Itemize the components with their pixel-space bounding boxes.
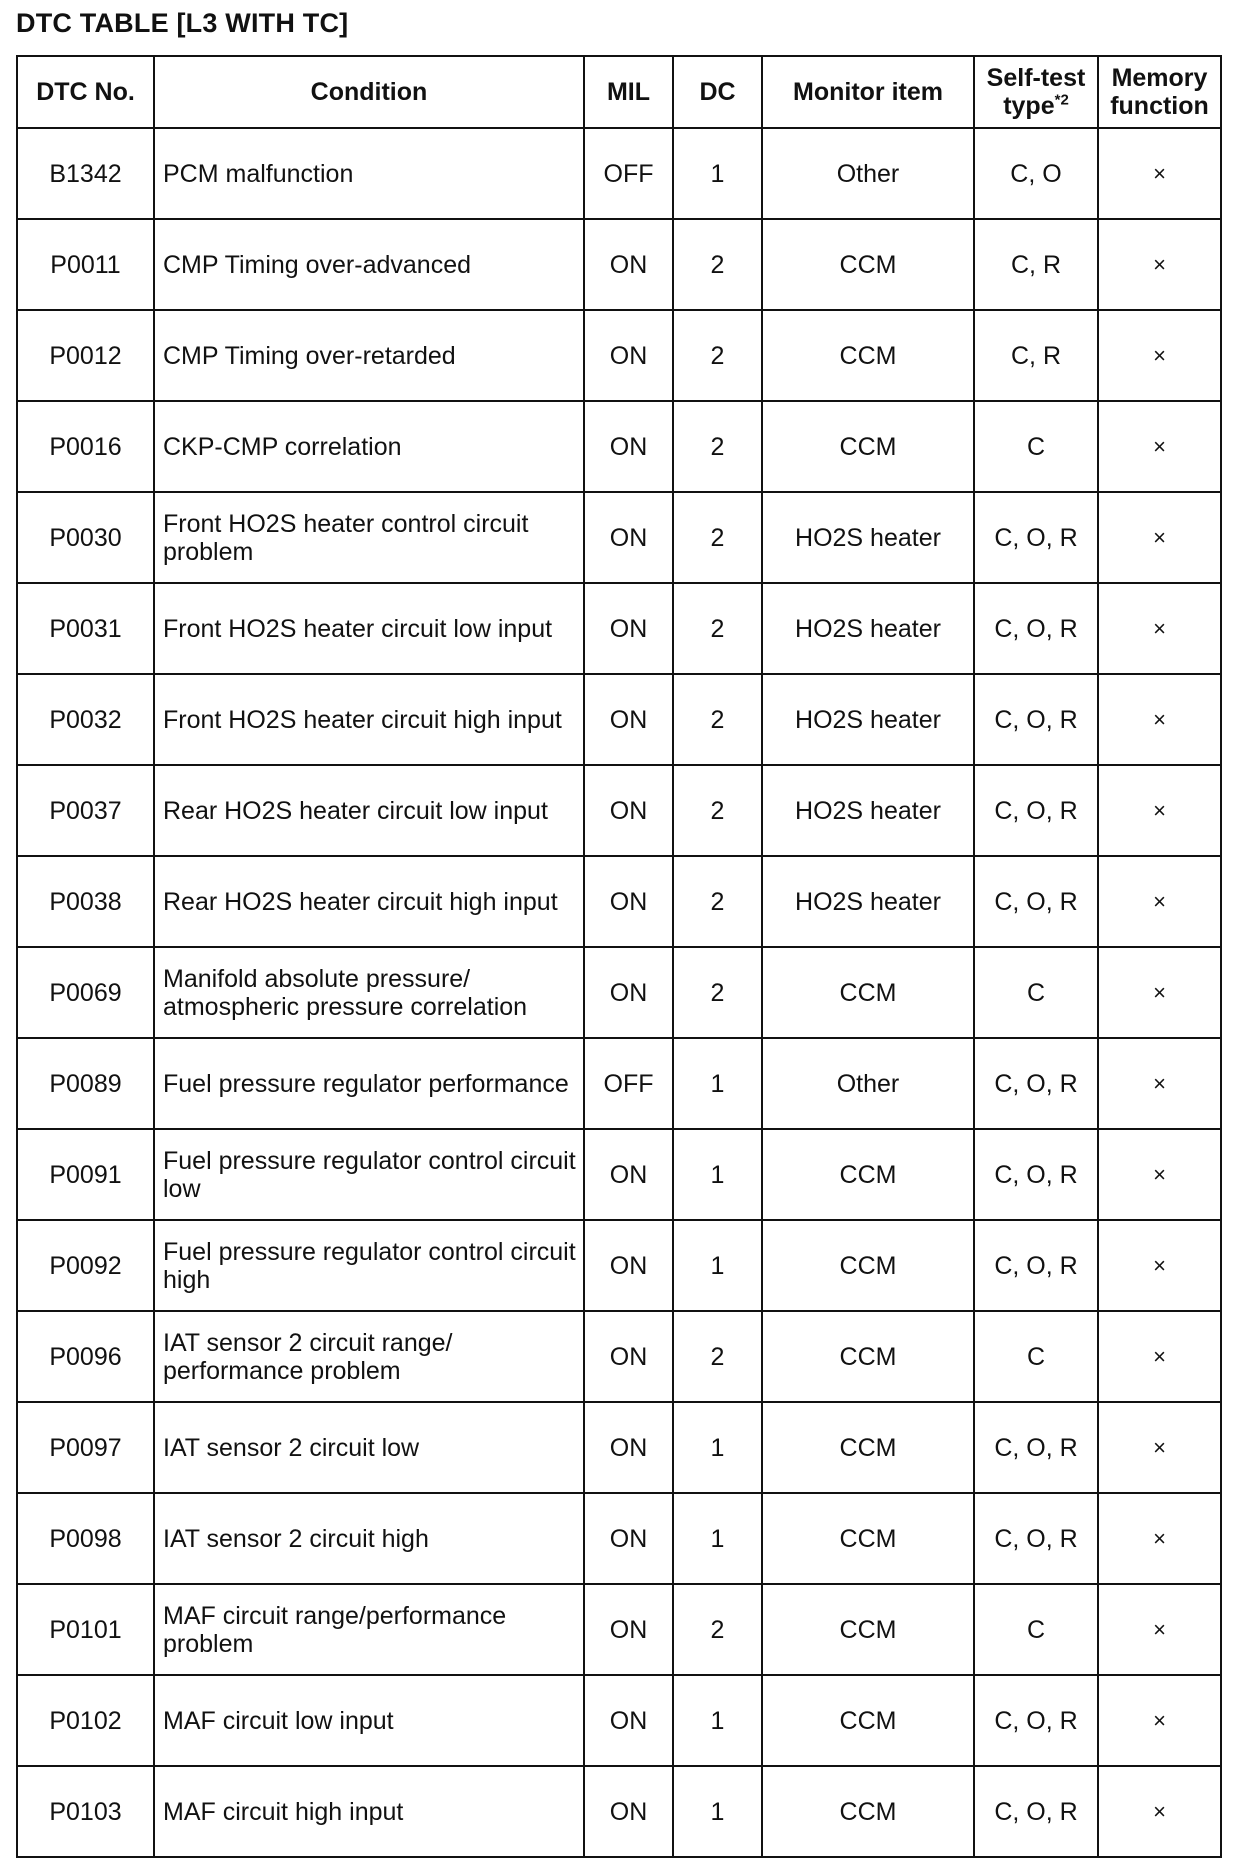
memory-mark: ×: [1153, 1162, 1166, 1187]
cell-self-test-type: C: [974, 1311, 1098, 1402]
cell-mil: ON: [584, 1220, 673, 1311]
cell-self-test-type: C, O: [974, 128, 1098, 219]
cell-memory-function: [1098, 1311, 1221, 1402]
cell-dc: 2: [673, 492, 762, 583]
table-row: [17, 128, 1221, 219]
cell-self-test-type: C: [974, 947, 1098, 1038]
cell-condition: Fuel pressure regulator control circuit low: [154, 1129, 584, 1220]
memory-mark: ×: [1153, 1526, 1166, 1551]
cell-dtc-no: P0098: [17, 1493, 154, 1584]
memory-mark: ×: [1153, 434, 1166, 459]
cell-monitor-item: CCM: [762, 1402, 974, 1493]
cell-monitor-item: CCM: [762, 219, 974, 310]
cell-condition: Front HO2S heater control circuit problem: [154, 492, 584, 583]
cell-dc: 1: [673, 1220, 762, 1311]
cell-memory-function: [1098, 583, 1221, 674]
table-row: [17, 1493, 1221, 1584]
cell-dtc-no: P0037: [17, 765, 154, 856]
cell-condition: Fuel pressure regulator performance: [154, 1038, 584, 1129]
cell-condition: MAF circuit low input: [154, 1675, 584, 1766]
cell-condition: Front HO2S heater circuit low input: [154, 583, 584, 674]
cell-monitor-item: CCM: [762, 1766, 974, 1857]
cell-memory-function: [1098, 310, 1221, 401]
cell-dtc-no: P0038: [17, 856, 154, 947]
cell-self-test-type: C, O, R: [974, 674, 1098, 765]
cell-condition: Fuel pressure regulator control circuit high: [154, 1220, 584, 1311]
cell-monitor-item: HO2S heater: [762, 492, 974, 583]
table-row: [17, 401, 1221, 492]
cell-condition: IAT sensor 2 circuit low: [154, 1402, 584, 1493]
cell-self-test-type: C, O, R: [974, 856, 1098, 947]
cell-condition: Manifold absolute pressure/ atmospheric pressure correlation: [154, 947, 584, 1038]
memory-mark: ×: [1153, 1435, 1166, 1460]
cell-memory-function: [1098, 1766, 1221, 1857]
memory-mark: ×: [1153, 343, 1166, 368]
cell-dtc-no: P0069: [17, 947, 154, 1038]
cell-condition: CMP Timing over-advanced: [154, 219, 584, 310]
header-self-test-label: Self-test type: [986, 64, 1086, 120]
cell-dc: 2: [673, 401, 762, 492]
table-row: [17, 583, 1221, 674]
header-memory-line1: Memory: [1111, 64, 1208, 92]
cell-memory-function: [1098, 1584, 1221, 1675]
cell-dc: 2: [673, 219, 762, 310]
cell-memory-function: [1098, 219, 1221, 310]
cell-dtc-no: P0030: [17, 492, 154, 583]
cell-dc: 2: [673, 856, 762, 947]
memory-mark: ×: [1153, 161, 1166, 186]
memory-mark: ×: [1153, 525, 1166, 550]
cell-self-test-type: C, O, R: [974, 1493, 1098, 1584]
memory-mark: ×: [1153, 1708, 1166, 1733]
memory-mark: ×: [1153, 1799, 1166, 1824]
table-row: [17, 310, 1221, 401]
cell-dc: 1: [673, 1038, 762, 1129]
header-dtc-no: DTC No.: [17, 56, 154, 128]
cell-dc: 1: [673, 1402, 762, 1493]
table-row: [17, 1766, 1221, 1857]
cell-dc: 2: [673, 765, 762, 856]
cell-self-test-type: C, O, R: [974, 1675, 1098, 1766]
cell-mil: ON: [584, 219, 673, 310]
table-row: [17, 1402, 1221, 1493]
cell-monitor-item: CCM: [762, 1220, 974, 1311]
dtc-table: [16, 55, 1222, 1858]
cell-dtc-no: P0092: [17, 1220, 154, 1311]
cell-condition: MAF circuit range/performance problem: [154, 1584, 584, 1675]
cell-dc: 1: [673, 1675, 762, 1766]
header-dc: DC: [673, 56, 762, 128]
cell-mil: ON: [584, 674, 673, 765]
cell-mil: ON: [584, 492, 673, 583]
cell-dtc-no: P0031: [17, 583, 154, 674]
cell-mil: ON: [584, 1493, 673, 1584]
page-title: DTC TABLE [L3 WITH TC]: [16, 8, 349, 38]
cell-dc: 2: [673, 674, 762, 765]
memory-mark: ×: [1153, 980, 1166, 1005]
cell-mil: ON: [584, 1311, 673, 1402]
cell-dc: 1: [673, 1493, 762, 1584]
header-monitor-item: Monitor item: [762, 56, 974, 128]
table-row: [17, 1584, 1221, 1675]
memory-mark: ×: [1153, 252, 1166, 277]
cell-dc: 2: [673, 947, 762, 1038]
table-row: [17, 1675, 1221, 1766]
cell-dtc-no: P0089: [17, 1038, 154, 1129]
cell-self-test-type: C: [974, 1584, 1098, 1675]
cell-condition: Front HO2S heater circuit high input: [154, 674, 584, 765]
cell-memory-function: [1098, 947, 1221, 1038]
header-condition: Condition: [154, 56, 584, 128]
cell-monitor-item: HO2S heater: [762, 856, 974, 947]
cell-memory-function: [1098, 1129, 1221, 1220]
cell-dc: 1: [673, 128, 762, 219]
memory-mark: ×: [1153, 1344, 1166, 1369]
cell-monitor-item: Other: [762, 128, 974, 219]
cell-monitor-item: CCM: [762, 1675, 974, 1766]
cell-condition: PCM malfunction: [154, 128, 584, 219]
cell-self-test-type: C, O, R: [974, 765, 1098, 856]
table-row: [17, 1038, 1221, 1129]
cell-dc: 2: [673, 1584, 762, 1675]
cell-condition: IAT sensor 2 circuit range/ performance problem: [154, 1311, 584, 1402]
cell-monitor-item: HO2S heater: [762, 765, 974, 856]
cell-memory-function: [1098, 1675, 1221, 1766]
cell-mil: ON: [584, 1402, 673, 1493]
cell-memory-function: [1098, 765, 1221, 856]
memory-mark: ×: [1153, 707, 1166, 732]
cell-mil: ON: [584, 310, 673, 401]
table-row: [17, 947, 1221, 1038]
cell-monitor-item: HO2S heater: [762, 674, 974, 765]
cell-dtc-no: P0016: [17, 401, 154, 492]
cell-self-test-type: C, O, R: [974, 1129, 1098, 1220]
header-self-test-type: [974, 56, 1098, 128]
header-memory-line2: function: [1110, 92, 1209, 120]
table-row: [17, 856, 1221, 947]
table-row: [17, 674, 1221, 765]
cell-mil: ON: [584, 1129, 673, 1220]
cell-dtc-no: P0103: [17, 1766, 154, 1857]
cell-dtc-no: P0011: [17, 219, 154, 310]
cell-memory-function: [1098, 1220, 1221, 1311]
cell-self-test-type: C, O, R: [974, 1038, 1098, 1129]
cell-memory-function: [1098, 492, 1221, 583]
table-row: [17, 765, 1221, 856]
cell-dc: 2: [673, 583, 762, 674]
cell-dtc-no: P0102: [17, 1675, 154, 1766]
cell-mil: OFF: [584, 128, 673, 219]
memory-mark: ×: [1153, 889, 1166, 914]
memory-mark: ×: [1153, 798, 1166, 823]
cell-monitor-item: CCM: [762, 1129, 974, 1220]
memory-mark: ×: [1153, 1253, 1166, 1278]
cell-monitor-item: HO2S heater: [762, 583, 974, 674]
cell-condition: CKP-CMP correlation: [154, 401, 584, 492]
cell-dtc-no: P0032: [17, 674, 154, 765]
cell-mil: ON: [584, 947, 673, 1038]
table-row: [17, 1220, 1221, 1311]
cell-dtc-no: P0097: [17, 1402, 154, 1493]
table-row: [17, 219, 1221, 310]
cell-mil: OFF: [584, 1038, 673, 1129]
cell-self-test-type: C, O, R: [974, 1766, 1098, 1857]
cell-condition: MAF circuit high input: [154, 1766, 584, 1857]
table-row: [17, 1311, 1221, 1402]
cell-condition: Rear HO2S heater circuit low input: [154, 765, 584, 856]
cell-dtc-no: P0096: [17, 1311, 154, 1402]
memory-mark: ×: [1153, 1071, 1166, 1096]
cell-dc: 1: [673, 1766, 762, 1857]
table-header-row: [17, 56, 1221, 128]
cell-monitor-item: CCM: [762, 947, 974, 1038]
cell-monitor-item: CCM: [762, 1584, 974, 1675]
cell-self-test-type: C, R: [974, 219, 1098, 310]
cell-dtc-no: P0091: [17, 1129, 154, 1220]
cell-memory-function: [1098, 1038, 1221, 1129]
table-body: [17, 128, 1221, 1857]
header-self-test-footnote: *2: [1054, 91, 1069, 109]
cell-mil: ON: [584, 1766, 673, 1857]
cell-dtc-no: P0101: [17, 1584, 154, 1675]
cell-memory-function: [1098, 1493, 1221, 1584]
cell-mil: ON: [584, 765, 673, 856]
cell-self-test-type: C, R: [974, 310, 1098, 401]
cell-mil: ON: [584, 583, 673, 674]
cell-mil: ON: [584, 1675, 673, 1766]
cell-memory-function: [1098, 1402, 1221, 1493]
cell-dc: 2: [673, 1311, 762, 1402]
cell-monitor-item: CCM: [762, 1311, 974, 1402]
cell-self-test-type: C, O, R: [974, 583, 1098, 674]
cell-condition: IAT sensor 2 circuit high: [154, 1493, 584, 1584]
header-mil: MIL: [584, 56, 673, 128]
cell-condition: CMP Timing over-retarded: [154, 310, 584, 401]
cell-mil: ON: [584, 401, 673, 492]
cell-monitor-item: CCM: [762, 401, 974, 492]
cell-self-test-type: C, O, R: [974, 1402, 1098, 1493]
cell-memory-function: [1098, 856, 1221, 947]
cell-memory-function: [1098, 401, 1221, 492]
cell-condition: Rear HO2S heater circuit high input: [154, 856, 584, 947]
table-row: [17, 1129, 1221, 1220]
cell-memory-function: [1098, 128, 1221, 219]
cell-monitor-item: Other: [762, 1038, 974, 1129]
memory-mark: ×: [1153, 616, 1166, 641]
memory-mark: ×: [1153, 1617, 1166, 1642]
cell-dtc-no: P0012: [17, 310, 154, 401]
cell-mil: ON: [584, 1584, 673, 1675]
cell-monitor-item: CCM: [762, 310, 974, 401]
header-memory-function: [1098, 56, 1221, 128]
cell-dtc-no: B1342: [17, 128, 154, 219]
table-row: [17, 492, 1221, 583]
cell-self-test-type: C, O, R: [974, 1220, 1098, 1311]
cell-mil: ON: [584, 856, 673, 947]
cell-memory-function: [1098, 674, 1221, 765]
cell-dc: 1: [673, 1129, 762, 1220]
cell-monitor-item: CCM: [762, 1493, 974, 1584]
cell-dc: 2: [673, 310, 762, 401]
cell-self-test-type: C, O, R: [974, 492, 1098, 583]
cell-self-test-type: C: [974, 401, 1098, 492]
